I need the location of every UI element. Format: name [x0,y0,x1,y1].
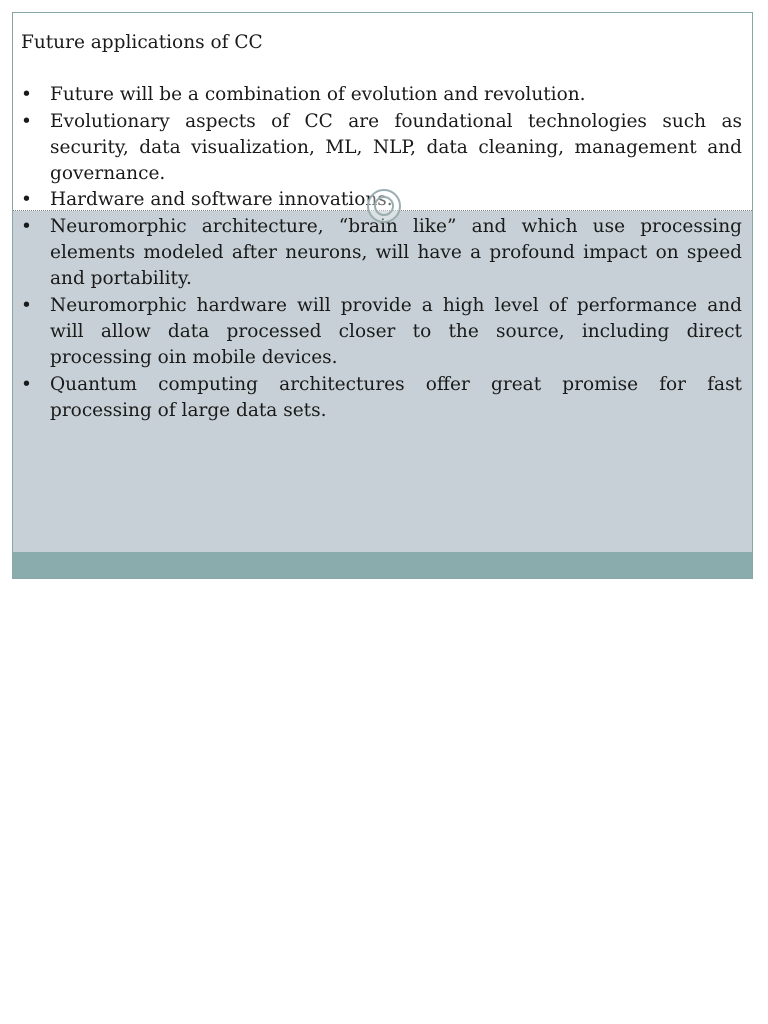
bullet-text: Neuromorphic architecture, “brain like” and which use processing elements modeled after neurons, will have a profound impact on speed and portability. [50,215,742,290]
rotate-handle-inner-ring [374,196,394,216]
bullet-icon: • [21,294,32,316]
bullet-text: Neuromorphic hardware will provide a high level of performance and will allow data processed closer to the source, including direct processing oin mobile devices. [50,294,742,369]
bullet-text: Hardware and software innovations. [50,189,393,211]
slide-title: Future applications of CC [21,32,263,53]
list-item [21,293,742,372]
slide-text-box[interactable] [21,30,742,424]
bullet-text: Evolutionary aspects of CC are foundational technologies such as security, data visualization, ML, NLP, data cleaning, management and governance. [50,110,742,185]
list-item [21,82,742,108]
rotate-handle-icon[interactable] [367,189,401,223]
bullet-icon: • [21,84,32,106]
bullet-text: Quantum computing architectures offer great promise for fast processing of large data sets. [50,373,742,421]
bullet-icon: • [21,110,32,132]
bullet-icon: • [21,215,32,237]
list-item [21,372,742,425]
list-item [21,214,742,293]
bullet-list [21,82,742,424]
bullet-icon: • [21,373,32,395]
list-item [21,109,742,188]
slide-footer-bar [13,552,752,578]
bullet-icon: • [21,189,32,211]
slide [12,12,753,579]
bullet-text: Future will be a combination of evolution and revolution. [50,84,586,106]
